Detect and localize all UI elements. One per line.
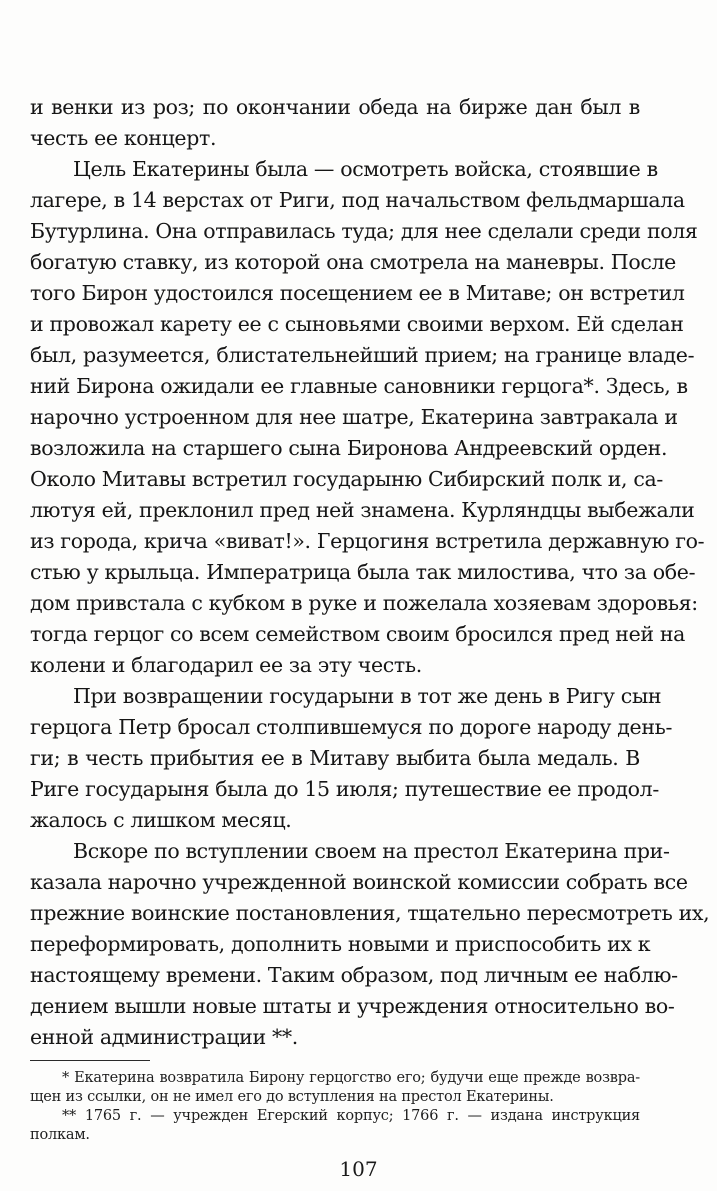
body-line: и провожал карету ее с сыновьями своими верхом. Ей сделан bbox=[30, 312, 684, 336]
body-line: настоящему времени. Таким образом, под личным ее наблю- bbox=[30, 963, 678, 987]
footnote-line: полкам. bbox=[30, 1127, 90, 1143]
body-line: колени и благодарил ее за эту честь. bbox=[30, 653, 422, 677]
page-number: 107 bbox=[339, 1157, 378, 1181]
body-line: богатую ставку, из которой она смотрела на маневры. После bbox=[30, 250, 676, 274]
body-line: Бутурлина. Она отправилась туда; для нее сделали среди поля bbox=[30, 219, 698, 243]
body-line: и венки из роз; по окончании обеда на бирже дан был в bbox=[30, 95, 640, 119]
body-line: нарочно устроенном для нее шатре, Екатерина завтракала и bbox=[30, 405, 678, 429]
footnote-separator bbox=[30, 1060, 150, 1061]
footnote-line: щен из ссылки, он не имел его до вступления на престол Екатерины. bbox=[30, 1089, 554, 1105]
body-line: прежние воинские постановления, тщательно пересмотреть их, bbox=[30, 901, 710, 925]
footnote-line: ** 1765 г. — учрежден Егерский корпус; 1766 г. — издана инструкция bbox=[62, 1108, 640, 1124]
body-line: ний Бирона ожидали ее главные сановники герцога*. Здесь, в bbox=[30, 374, 688, 398]
body-line: честь ее концерт. bbox=[30, 126, 217, 150]
body-line: возложила на старшего сына Биронова Андреевский орден. bbox=[30, 436, 668, 460]
body-line: Риге государыня была до 15 июля; путешествие ее продол- bbox=[30, 777, 659, 801]
body-line: Цель Екатерины была — осмотреть войска, стоявшие в bbox=[73, 157, 658, 181]
body-line: лагере, в 14 верстах от Риги, под начальством фельдмаршала bbox=[30, 188, 685, 212]
body-line: Около Митавы встретил государыню Сибирский полк и, са- bbox=[30, 467, 663, 491]
body-line: был, разумеется, блистательнейший прием; на границе владе- bbox=[30, 343, 695, 367]
body-line: лютуя ей, преклонил пред ней знамена. Курляндцы выбежали bbox=[30, 498, 695, 522]
body-line: дом привстала с кубком в руке и пожелала хозяевам здоровья: bbox=[30, 591, 698, 615]
body-line: тогда герцог со всем семейством своим бросился пред ней на bbox=[30, 622, 686, 646]
footnote-line: * Екатерина возвратила Бирону герцогство его; будучи еще прежде возвра- bbox=[62, 1070, 640, 1086]
body-line: переформировать, дополнить новыми и приспособить их к bbox=[30, 932, 651, 956]
body-line: жалось с лишком месяц. bbox=[30, 808, 292, 832]
body-line: дением вышли новые штаты и учреждения относительно во- bbox=[30, 994, 675, 1018]
body-line: енной администрации **. bbox=[30, 1025, 298, 1049]
body-line: При возвращении государыни в тот же день в Ригу сын bbox=[73, 684, 662, 708]
body-line: герцога Петр бросал столпившемуся по дороге народу день- bbox=[30, 715, 673, 739]
body-line: из города, крича «виват!». Герцогиня встретила державную го- bbox=[30, 529, 705, 553]
body-line: Вскоре по вступлении своем на престол Екатерина при- bbox=[73, 839, 670, 863]
body-line: стью у крыльца. Императрица была так милостива, что за обе- bbox=[30, 560, 696, 584]
body-line: казала нарочно учрежденной воинской комиссии собрать все bbox=[30, 870, 688, 894]
body-line: ги; в честь прибытия ее в Митаву выбита была медаль. В bbox=[30, 746, 640, 770]
body-line: того Бирон удостоился посещением ее в Митаве; он встретил bbox=[30, 281, 685, 305]
